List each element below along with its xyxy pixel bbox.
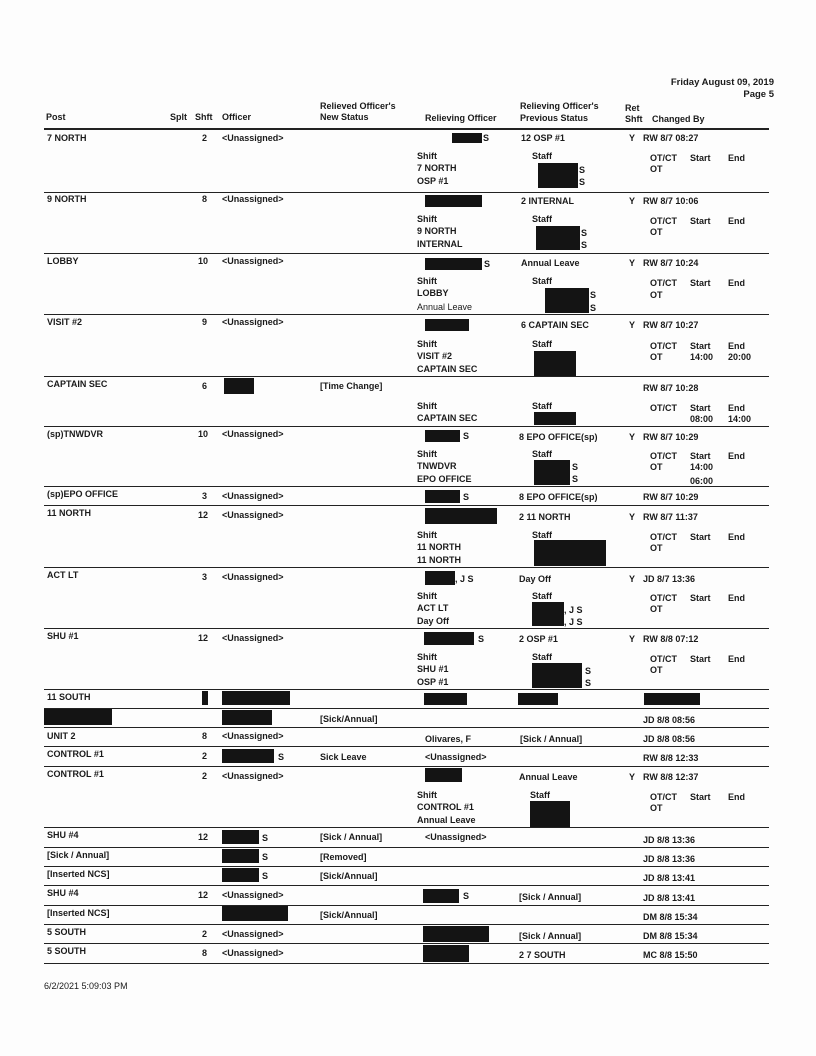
shift-label: Shift xyxy=(417,151,437,161)
col-ret-1: Ret xyxy=(625,103,640,113)
changed-by-cell: DM 8/8 15:34 xyxy=(643,931,698,941)
col-relieving-prev-1: Relieving Officer's xyxy=(520,101,599,111)
col-shft: Shft xyxy=(195,112,213,122)
prev-status-cell: 2 INTERNAL xyxy=(521,196,575,206)
shft-cell: 12 xyxy=(198,890,209,900)
redaction xyxy=(425,490,460,503)
shft-cell: 9 xyxy=(202,317,208,327)
relieving-suffix: S xyxy=(478,634,485,644)
shft-cell: 3 xyxy=(202,572,208,582)
changed-by-cell: JD 8/8 13:41 xyxy=(643,893,696,903)
start-label: Start xyxy=(690,654,711,664)
relieving-cell: <Unassigned> xyxy=(425,752,487,762)
ret-cell: Y xyxy=(629,634,636,644)
redaction xyxy=(424,693,467,705)
new-status-cell: Sick Leave xyxy=(320,752,367,762)
shift-status: 11 NORTH xyxy=(417,555,462,565)
post-cell: 7 NORTH xyxy=(47,133,87,143)
redaction xyxy=(530,801,570,827)
redaction xyxy=(222,710,272,725)
new-status-cell: [Sick/Annual] xyxy=(320,910,378,920)
officer-cell: <Unassigned> xyxy=(222,771,284,781)
shift-label: Shift xyxy=(417,790,437,800)
staff-suffix: S xyxy=(572,474,579,484)
post-cell: SHU #4 xyxy=(47,830,79,840)
staff-label: Staff xyxy=(530,790,550,800)
post-cell: 9 NORTH xyxy=(47,194,87,204)
otct-label: OT/CT xyxy=(650,792,677,802)
redaction xyxy=(423,926,489,942)
officer-cell: <Unassigned> xyxy=(222,633,284,643)
post-cell: CONTROL #1 xyxy=(47,749,104,759)
row-divider xyxy=(44,486,769,487)
prev-status-cell: [Sick / Annual] xyxy=(519,931,582,941)
changed-by-cell: RW 8/7 10:27 xyxy=(643,320,699,330)
ret-cell: Y xyxy=(629,133,636,143)
prev-status-cell: 2 OSP #1 xyxy=(519,634,558,644)
shift-post: CONTROL #1 xyxy=(417,802,474,812)
relieving-suffix: S xyxy=(483,133,490,143)
officer-cell: <Unassigned> xyxy=(222,731,284,741)
end-label: End xyxy=(728,341,745,351)
row-divider xyxy=(44,567,769,568)
changed-by-cell: RW 8/7 11:37 xyxy=(643,512,698,522)
row-divider xyxy=(44,885,769,886)
post-cell: (sp)EPO OFFICE xyxy=(47,489,119,499)
ot-label: OT xyxy=(650,604,663,614)
changed-by-cell: JD 8/8 13:36 xyxy=(643,854,696,864)
shift-label: Shift xyxy=(417,652,437,662)
otct-label: OT/CT xyxy=(650,341,677,351)
staff-label: Staff xyxy=(532,591,552,601)
col-officer: Officer xyxy=(222,112,252,122)
redaction xyxy=(545,288,589,313)
post-cell: SHU #1 xyxy=(47,631,79,641)
relieving-suffix: S xyxy=(484,259,491,269)
staff-suffix: S xyxy=(579,177,586,187)
redaction xyxy=(44,709,112,725)
otct-label: OT/CT xyxy=(650,532,677,542)
row-divider xyxy=(44,708,769,709)
redaction xyxy=(222,749,274,763)
shift-label: Shift xyxy=(417,339,437,349)
staff-label: Staff xyxy=(532,449,552,459)
row-divider xyxy=(44,943,769,944)
row-divider xyxy=(44,426,769,427)
changed-by-cell: RW 8/8 12:33 xyxy=(643,753,699,763)
shft-cell: 8 xyxy=(202,948,208,958)
officer-cell: <Unassigned> xyxy=(222,491,284,501)
row-divider xyxy=(44,905,769,906)
start-label: Start xyxy=(690,532,711,542)
redaction xyxy=(532,663,582,688)
end-label: End xyxy=(728,451,745,461)
row-divider xyxy=(44,253,769,254)
staff-suffix: S xyxy=(590,303,597,313)
ret-cell: Y xyxy=(629,574,636,584)
post-cell: CAPTAIN SEC xyxy=(47,379,108,389)
ot-label: OT xyxy=(650,290,663,300)
changed-by-cell: RW 8/7 10:06 xyxy=(643,196,699,206)
staff-label: Staff xyxy=(532,401,552,411)
start-label: Start xyxy=(690,792,711,802)
end-label: End xyxy=(728,654,745,664)
end-label: End xyxy=(728,792,745,802)
relieving-suffix: S xyxy=(463,492,470,502)
row-divider xyxy=(44,376,769,377)
staff-suffix: S xyxy=(579,165,586,175)
staff-suffix: S xyxy=(585,666,592,676)
redaction xyxy=(222,691,290,705)
row-divider xyxy=(44,746,769,747)
shift-post: 9 NORTH xyxy=(417,226,457,236)
otct-label: OT/CT xyxy=(650,654,677,664)
post-cell: LOBBY xyxy=(47,256,79,266)
ot-label: OT xyxy=(650,665,663,675)
shift-label: Shift xyxy=(417,449,437,459)
redaction xyxy=(423,945,469,962)
changed-by-cell: RW 8/7 08:27 xyxy=(643,133,699,143)
prev-status-cell: Annual Leave xyxy=(521,258,580,268)
redaction xyxy=(534,540,606,566)
page-number: Page 5 xyxy=(743,89,774,100)
redaction xyxy=(538,163,578,188)
post-cell: 11 SOUTH xyxy=(47,692,91,702)
post-cell: [Inserted NCS] xyxy=(47,869,110,879)
shift-post: 7 NORTH xyxy=(417,163,457,173)
row-divider xyxy=(44,963,769,964)
changed-by-cell: RW 8/7 10:28 xyxy=(643,383,699,393)
redaction xyxy=(425,319,469,331)
redaction xyxy=(222,849,259,863)
redaction xyxy=(222,868,259,882)
staff-label: Staff xyxy=(532,214,552,224)
relieving-suffix: S xyxy=(463,431,470,441)
officer-cell: <Unassigned> xyxy=(222,890,284,900)
row-divider xyxy=(44,192,769,193)
changed-by-cell: RW 8/7 10:29 xyxy=(643,492,699,502)
prev-status-cell: 2 11 NORTH xyxy=(519,512,571,522)
changed-by-cell: JD 8/7 13:36 xyxy=(643,574,696,584)
col-relieving-officer: Relieving Officer xyxy=(425,113,497,123)
shift-post: VISIT #2 xyxy=(417,351,453,361)
redaction xyxy=(518,693,558,705)
redaction xyxy=(425,571,455,585)
officer-suffix: S xyxy=(262,833,269,843)
changed-by-cell: MC 8/8 15:50 xyxy=(643,950,698,960)
prev-status-cell: Day Off xyxy=(519,574,552,584)
start-label: Start xyxy=(690,341,711,351)
ret-cell: Y xyxy=(629,320,636,330)
shift-label: Shift xyxy=(417,214,437,224)
post-cell: [Sick / Annual] xyxy=(47,850,110,860)
row-divider xyxy=(44,766,769,767)
row-divider xyxy=(44,924,769,925)
shift-post: LOBBY xyxy=(417,288,449,298)
redaction xyxy=(425,768,462,782)
end-label: End xyxy=(728,153,745,163)
otct-label: OT/CT xyxy=(650,403,677,413)
start-time: 14:00 xyxy=(690,352,714,362)
start-time: 08:00 xyxy=(690,414,714,424)
ot-label: OT xyxy=(650,352,663,362)
row-divider xyxy=(44,689,769,690)
new-status-cell: [Sick/Annual] xyxy=(320,871,378,881)
end-label: End xyxy=(728,216,745,226)
shft-cell: 12 xyxy=(198,633,209,643)
shft-cell: 2 xyxy=(202,751,208,761)
end-label: End xyxy=(728,278,745,288)
changed-by-cell: DM 8/8 15:34 xyxy=(643,912,698,922)
staff-label: Staff xyxy=(532,276,552,286)
officer-cell: <Unassigned> xyxy=(222,510,284,520)
ret-cell: Y xyxy=(629,432,636,442)
end-label: End xyxy=(728,403,745,413)
redaction xyxy=(425,430,460,442)
otct-label: OT/CT xyxy=(650,593,677,603)
report-date: Friday August 09, 2019 xyxy=(670,77,774,88)
ot-label: OT xyxy=(650,164,663,174)
ot-label: OT xyxy=(650,803,663,813)
shft-cell: 3 xyxy=(202,491,208,501)
changed-by-cell: RW 8/8 07:12 xyxy=(643,634,699,644)
redaction xyxy=(425,508,497,524)
shift-label: Shift xyxy=(417,530,437,540)
ot-label: OT xyxy=(650,227,663,237)
shft-cell: 12 xyxy=(198,510,209,520)
row-divider xyxy=(44,827,769,828)
staff-label: Staff xyxy=(532,339,552,349)
otct-label: OT/CT xyxy=(650,451,677,461)
row-divider xyxy=(44,866,769,867)
redaction xyxy=(424,632,474,645)
post-cell: UNIT 2 xyxy=(47,731,76,741)
redaction xyxy=(222,830,259,844)
staff-suffix: S xyxy=(590,290,597,300)
relieving-cell: Olivares, F xyxy=(425,734,472,744)
staff-suffix: S xyxy=(572,462,579,472)
col-splt: Splt xyxy=(170,112,187,122)
prev-status-cell: [Sick / Annual] xyxy=(520,734,583,744)
prev-status-cell: 6 CAPTAIN SEC xyxy=(521,320,589,330)
officer-cell: <Unassigned> xyxy=(222,929,284,939)
post-cell: 5 SOUTH xyxy=(47,927,87,937)
otct-label: OT/CT xyxy=(650,278,677,288)
ret-cell: Y xyxy=(629,258,636,268)
staff-suffix: , J S xyxy=(564,617,583,627)
otct-label: OT/CT xyxy=(650,153,677,163)
officer-suffix: S xyxy=(262,871,269,881)
col-ret-2: Shft xyxy=(625,114,643,124)
post-cell: ACT LT xyxy=(47,570,79,580)
prev-status-cell: Annual Leave xyxy=(519,772,578,782)
redaction xyxy=(644,693,700,705)
end-label: End xyxy=(728,593,745,603)
prev-status-cell: 12 OSP #1 xyxy=(521,133,565,143)
ot-label: OT xyxy=(650,462,663,472)
relieving-suffix: S xyxy=(463,891,470,901)
shift-status: Annual Leave xyxy=(417,302,473,312)
staff-label: Staff xyxy=(532,652,552,662)
redaction xyxy=(532,602,564,626)
shift-post: CAPTAIN SEC xyxy=(417,413,478,423)
col-relieved-status-2: New Status xyxy=(320,112,369,122)
start-time: 14:00 xyxy=(690,462,714,472)
end-label: End xyxy=(728,532,745,542)
redaction xyxy=(425,195,482,207)
redaction xyxy=(536,226,580,250)
shift-label: Shift xyxy=(417,401,437,411)
row-divider xyxy=(44,847,769,848)
post-cell: (sp)TNWDVR xyxy=(47,429,103,439)
footer-timestamp: 6/2/2021 5:09:03 PM xyxy=(44,981,128,991)
otct-label: OT/CT xyxy=(650,216,677,226)
post-cell: 5 SOUTH xyxy=(47,946,87,956)
end-time: 14:00 xyxy=(728,414,752,424)
redaction xyxy=(423,889,459,903)
staff-suffix: , J S xyxy=(564,605,583,615)
shift-post: 11 NORTH xyxy=(417,542,462,552)
shift-status: INTERNAL xyxy=(417,239,463,249)
staff-suffix: S xyxy=(581,240,588,250)
start-label: Start xyxy=(690,216,711,226)
changed-by-cell: RW 8/7 10:29 xyxy=(643,432,699,442)
shft-cell: 10 xyxy=(198,256,209,266)
shift-post: ACT LT xyxy=(417,603,449,613)
prev-status-cell: 8 EPO OFFICE(sp) xyxy=(519,492,598,502)
redaction xyxy=(534,412,576,425)
officer-cell: <Unassigned> xyxy=(222,133,284,143)
redaction xyxy=(534,460,570,485)
col-relieving-prev-2: Previous Status xyxy=(520,113,589,123)
new-status-cell: [Time Change] xyxy=(320,381,383,391)
shift-label: Shift xyxy=(417,276,437,286)
shift-status: EPO OFFICE xyxy=(417,474,472,484)
shift-status: OSP #1 xyxy=(417,677,449,687)
shift-post: SHU #1 xyxy=(417,664,449,674)
start-label: Start xyxy=(690,153,711,163)
post-cell: CONTROL #1 xyxy=(47,769,104,779)
col-changed-by: Changed By xyxy=(652,114,705,124)
changed-by-cell: RW 8/8 12:37 xyxy=(643,772,699,782)
col-post: Post xyxy=(46,112,66,122)
start-label: Start xyxy=(690,593,711,603)
officer-cell: <Unassigned> xyxy=(222,317,284,327)
staff-label: Staff xyxy=(532,530,552,540)
post-cell: VISIT #2 xyxy=(47,317,83,327)
new-status-cell: [Sick / Annual] xyxy=(320,832,383,842)
redaction xyxy=(534,351,576,376)
row-divider xyxy=(44,314,769,315)
officer-cell: <Unassigned> xyxy=(222,429,284,439)
shft-cell: 12 xyxy=(198,832,209,842)
changed-by-cell: JD 8/8 13:36 xyxy=(643,835,696,845)
changed-by-cell: JD 8/8 08:56 xyxy=(643,715,696,725)
header-divider xyxy=(44,128,769,130)
prev-status-cell: 2 7 SOUTH xyxy=(519,950,566,960)
ot-label: OT xyxy=(650,543,663,553)
shift-label: Shift xyxy=(417,591,437,601)
prev-status-cell: 8 EPO OFFICE(sp) xyxy=(519,432,598,442)
officer-suffix: S xyxy=(278,752,285,762)
shift-status: Day Off xyxy=(417,616,450,626)
staff-label: Staff xyxy=(532,151,552,161)
changed-by-cell: JD 8/8 13:41 xyxy=(643,873,696,883)
redaction xyxy=(222,906,288,921)
shft-cell: 8 xyxy=(202,194,208,204)
shft-cell: 8 xyxy=(202,731,208,741)
end-time: 20:00 xyxy=(728,352,752,362)
shft-cell: 2 xyxy=(202,771,208,781)
redaction xyxy=(224,378,254,394)
start-label: Start xyxy=(690,403,711,413)
changed-by-cell: JD 8/8 08:56 xyxy=(643,734,696,744)
officer-cell: <Unassigned> xyxy=(222,572,284,582)
shift-status: CAPTAIN SEC xyxy=(417,364,478,374)
post-cell: SHU #4 xyxy=(47,888,79,898)
officer-cell: <Unassigned> xyxy=(222,948,284,958)
col-relieved-status-1: Relieved Officer's xyxy=(320,101,396,111)
new-status-cell: [Sick/Annual] xyxy=(320,714,378,724)
redaction xyxy=(452,133,482,143)
shift-status: OSP #1 xyxy=(417,176,449,186)
post-cell: [Inserted NCS] xyxy=(47,908,110,918)
row-divider xyxy=(44,628,769,629)
shft-cell: 10 xyxy=(198,429,209,439)
post-cell: 11 NORTH xyxy=(47,508,92,518)
row-divider xyxy=(44,505,769,506)
relieving-cell: <Unassigned> xyxy=(425,832,487,842)
redaction xyxy=(202,691,208,705)
start-label: Start xyxy=(690,451,711,461)
ret-cell: Y xyxy=(629,512,636,522)
officer-cell: <Unassigned> xyxy=(222,194,284,204)
shift-post: TNWDVR xyxy=(417,461,457,471)
shft-cell: 2 xyxy=(202,929,208,939)
shft-cell: 6 xyxy=(202,381,208,391)
ret-cell: Y xyxy=(629,196,636,206)
start-time: 06:00 xyxy=(690,476,714,486)
prev-status-cell: [Sick / Annual] xyxy=(519,892,582,902)
ret-cell: Y xyxy=(629,772,636,782)
changed-by-cell: RW 8/7 10:24 xyxy=(643,258,699,268)
start-label: Start xyxy=(690,278,711,288)
shift-status: Annual Leave xyxy=(417,815,476,825)
officer-cell: <Unassigned> xyxy=(222,256,284,266)
relieving-suffix: , J S xyxy=(455,574,474,584)
shft-cell: 2 xyxy=(202,133,208,143)
new-status-cell: [Removed] xyxy=(320,852,367,862)
row-divider xyxy=(44,727,769,728)
staff-suffix: S xyxy=(581,228,588,238)
officer-suffix: S xyxy=(262,852,269,862)
staff-suffix: S xyxy=(585,678,592,688)
redaction xyxy=(425,258,482,270)
